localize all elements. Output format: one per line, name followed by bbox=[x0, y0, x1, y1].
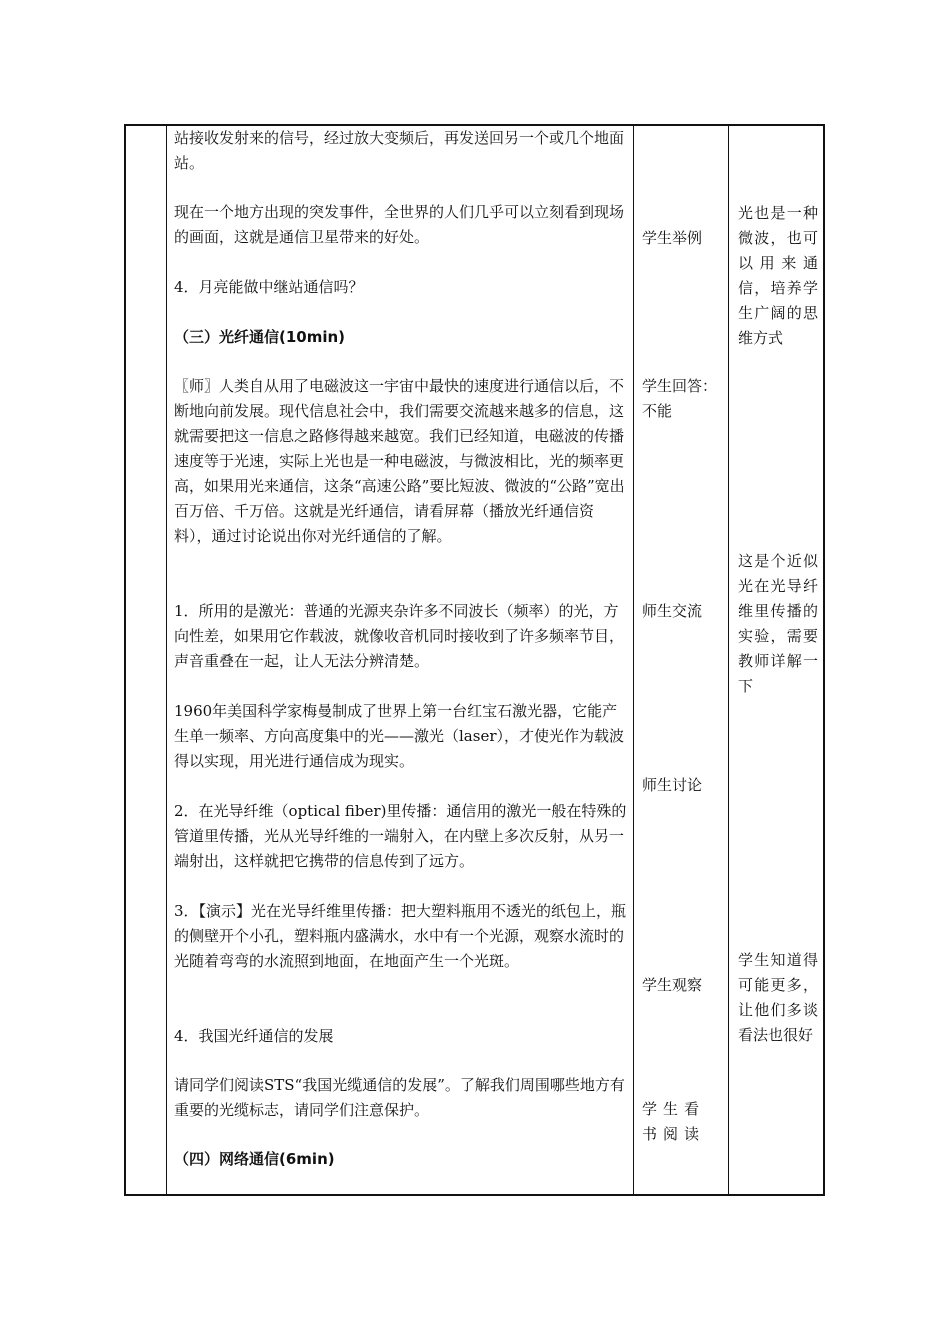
activity-text: 学生举例 bbox=[642, 229, 703, 247]
content-paragraph: 4．月亮能做中继站通信吗？ bbox=[174, 278, 364, 296]
content-paragraph: 1．所用的是激光：普通的光源夹杂许多不同波长（频率）的光，方向性差，如果用它作载波，就像收音机同时接收到了许多频率节目，声音重叠在一起，让人无法分辨清楚。 bbox=[174, 602, 625, 670]
content-paragraph: 〖师〗人类自从用了电磁波这一宇宙中最快的速度进行通信以后，不断地向前发展。现代信息社会中，我们需要交流越来越多的信息，这就需要把这一信息之路修得越来越宽。我们已经知道，电磁波的传播速度等于光速，实际上光也是一种电磁波，与微波相比，光的频率更高，如果用光来通信，这条“高速公路”要比短波、微波的“公路”宽出百万倍、千万倍。这就是光纤通信，请看屏幕（播放光纤通信资料），通过讨论说出你对光纤通信的了解。 bbox=[174, 377, 625, 545]
content-paragraph: 现在一个地方出现的突发事件，全世界的人们几乎可以立刻看到现场的画面，这就是通信卫星带来的好处。 bbox=[174, 203, 625, 246]
content-paragraph: 站接收发射来的信号，经过放大变频后，再发送回另一个或几个地面站。 bbox=[174, 129, 625, 172]
activity-text: 学生观察 bbox=[642, 976, 703, 994]
column-divider bbox=[728, 124, 729, 1196]
activity-text: 学生回答：不能 bbox=[642, 377, 718, 420]
column-divider bbox=[633, 124, 634, 1196]
content-paragraph: 请同学们阅读STS“我国光缆通信的发展”。了解我们周围哪些地方有重要的光缆标志，请同学们注意保护。 bbox=[174, 1076, 625, 1119]
note-text: 光也是一种微波，也可以用来通信，培养学生广阔的思维方式 bbox=[738, 204, 818, 347]
activity-text: 师生交流 bbox=[642, 602, 703, 620]
section-heading: （四）网络通信(6min) bbox=[174, 1150, 335, 1168]
activity-text: 师生讨论 bbox=[642, 776, 703, 794]
content-paragraph: 3．【演示】光在光导纤维里传播：把大塑料瓶用不透光的纸包上，瓶的侧壁开个小孔，塑料瓶内盛满水，水中有一个光源，观察水流时的光随着弯弯的水流照到地面，在地面产生一个光斑。 bbox=[174, 902, 627, 970]
column-divider bbox=[166, 124, 167, 1196]
content-paragraph: 2．在光导纤维（optical fiber)里传播：通信用的激光一般在特殊的管道里传播，光从光导纤维的一端射入，在内壁上多次反射，从另一端射出，这样就把它携带的信息传到了远方。 bbox=[174, 802, 627, 870]
note-text: 这是个近似光在光导纤维里传播的实验，需要教师详解一下 bbox=[738, 552, 818, 695]
activity-text: 学生看书阅读 bbox=[642, 1100, 706, 1143]
section-heading: （三）光纤通信(10min) bbox=[174, 328, 346, 346]
note-text: 学生知道得可能更多，让他们多谈看法也很好 bbox=[738, 951, 818, 1044]
content-paragraph: 1960年美国科学家梅曼制成了世界上第一台红宝石激光器，它能产生单一频率、方向高度集中的光——激光（laser），才使光作为载波得以实现，用光进行通信成为现实。 bbox=[174, 702, 624, 770]
content-paragraph: 4．我国光纤通信的发展 bbox=[174, 1027, 334, 1045]
